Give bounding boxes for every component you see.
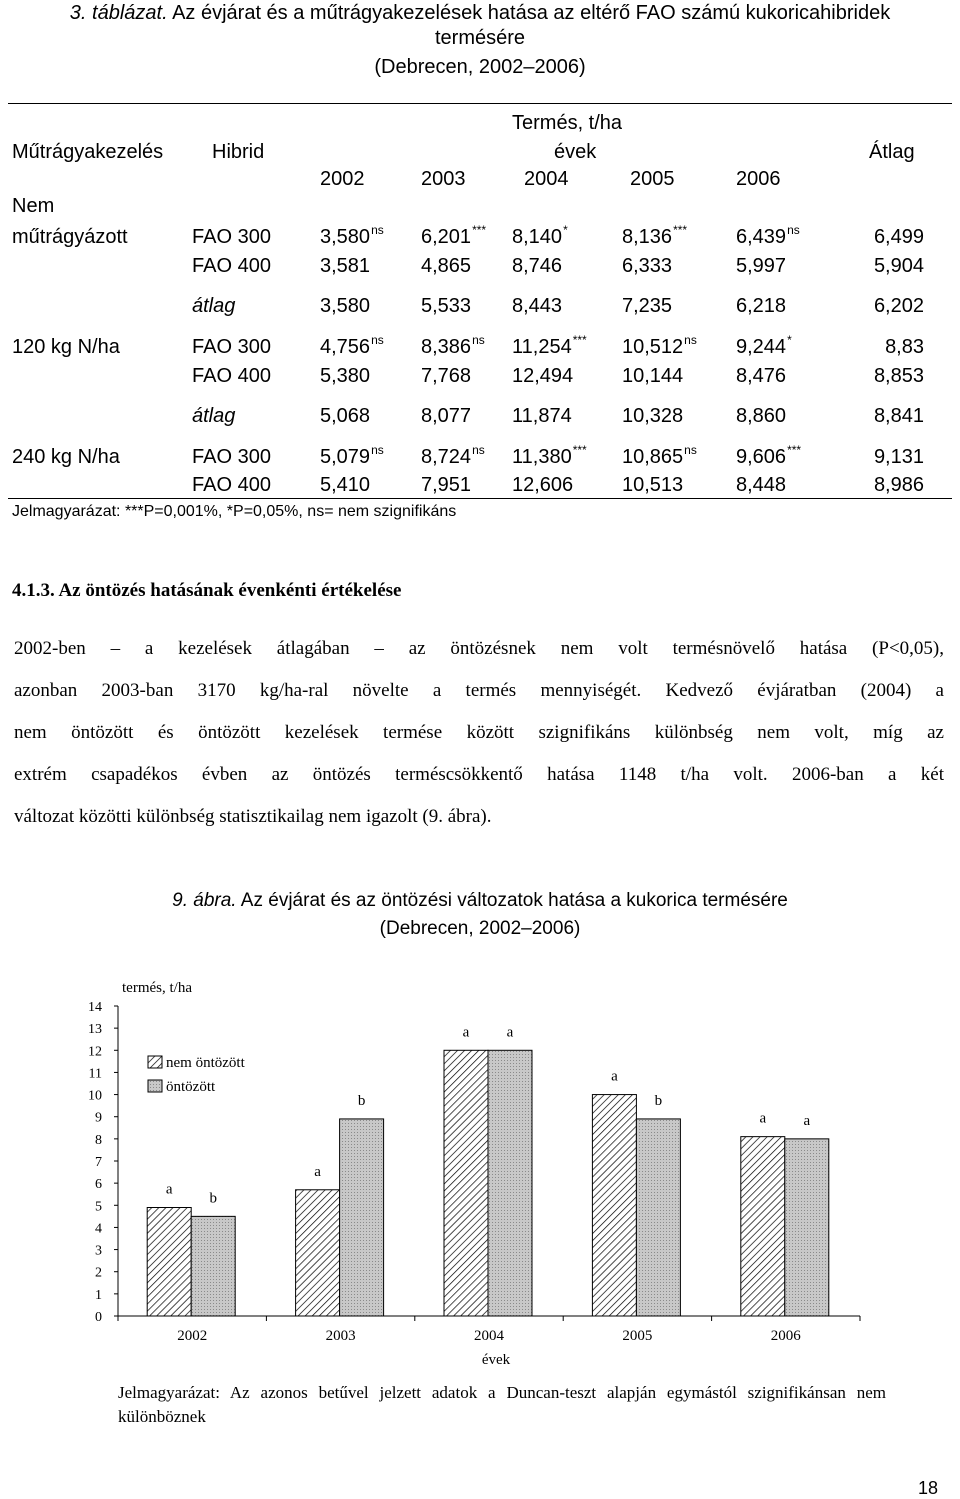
y-tick-label: 0 (95, 1310, 102, 1325)
y-tick-label: 12 (88, 1044, 102, 1060)
table-top-rule (8, 103, 952, 104)
cell-value: 10,144 (622, 365, 684, 387)
table-cell (622, 365, 683, 388)
bar-non-irrigated (296, 1190, 340, 1316)
table-bottom-rule (8, 498, 952, 499)
header-treatment: Műtrágyakezelés (12, 141, 164, 163)
y-tick-label: 3 (95, 1243, 102, 1259)
table-cell (736, 255, 786, 278)
significance-mark: *** (787, 443, 802, 457)
significance-mark: ns (371, 333, 384, 347)
bar-irrigated (785, 1139, 829, 1316)
figure-caption-prefix: 9. ábra. (172, 890, 237, 911)
y-tick-label: 13 (88, 1022, 102, 1038)
figure-note-text: Jelmagyarázat: Az azonos betűvel jelzett adatok a Duncan-teszt alapján egymástól szignifikánsan nem különböznek (118, 1383, 886, 1426)
header-yield-title: Termés, t/ha (512, 112, 623, 134)
table-cell (320, 223, 384, 249)
table-caption-prefix: 3. táblázat. (69, 2, 168, 24)
table-cell (736, 365, 786, 388)
cell-value: 8,448 (736, 474, 787, 496)
bar-significance-letter: b (209, 1190, 217, 1207)
table-cell (512, 474, 573, 497)
cell-value: 4,756 (320, 336, 371, 358)
significance-mark: ns (787, 223, 800, 237)
header-year: 2004 (524, 168, 569, 190)
table-cell (512, 223, 568, 249)
hybrid-label: FAO 300 (192, 226, 271, 248)
table-cell (622, 223, 688, 249)
table-cell (421, 223, 487, 249)
header-year: 2006 (736, 168, 781, 190)
cell-value: 11,254 (512, 336, 572, 358)
table-cell (512, 255, 562, 278)
cell-value: 10,865 (622, 446, 684, 468)
figure-caption-text: Az évjárat és az öntözési változatok hatása a kukorica termésére (236, 890, 788, 911)
table-cell (622, 333, 697, 359)
header-year: 2003 (421, 168, 466, 190)
y-tick-label: 2 (95, 1265, 102, 1281)
significance-mark: * (563, 223, 568, 237)
bar-significance-letter: a (759, 1110, 767, 1127)
y-tick-label: 8 (95, 1132, 102, 1148)
page-number: 18 (918, 1478, 939, 1498)
significance-mark: *** (572, 443, 587, 457)
mean-label: átlag (192, 295, 236, 317)
row-average: 8,986 (873, 474, 924, 496)
bar-significance-letter: a (611, 1068, 618, 1085)
cell-value: 11,380 (512, 446, 572, 468)
cell-value: 5,997 (736, 255, 787, 277)
treatment-label: 240 kg N/ha (12, 446, 120, 468)
cell-value: 12,494 (512, 365, 574, 387)
hybrid-label: FAO 400 (192, 474, 271, 496)
table-cell (736, 333, 792, 359)
significance-mark: ns (472, 443, 485, 457)
paragraph-line: nem öntözött és öntözött kezelések termése között szignifikáns különbség nem volt, míg az (14, 722, 944, 743)
hybrid-label: FAO 300 (192, 446, 271, 468)
mean-value: 3,580 (320, 295, 371, 317)
treatment-label: műtrágyázott (12, 226, 128, 248)
cell-value: 4,865 (421, 255, 472, 277)
treatment-label: 120 kg N/ha (12, 336, 120, 358)
bar-irrigated (636, 1119, 680, 1316)
yield-bar-chart (0, 970, 960, 1390)
table-cell (512, 443, 587, 469)
table-cell (421, 443, 485, 469)
y-tick-label: 1 (95, 1287, 102, 1303)
row-average: 5,904 (873, 255, 924, 277)
paragraph-line: extrém csapadékos évben az öntözés terméscsökkentő hatása 1148 t/ha volt. 2006-ban a két (14, 764, 944, 785)
cell-value: 6,439 (736, 226, 787, 248)
x-tick-label: 2003 (325, 1328, 356, 1344)
table-cell (512, 365, 573, 388)
table-caption-line2: termésére (434, 27, 526, 49)
header-years: évek (554, 141, 597, 163)
table-cell (622, 474, 683, 497)
bar-significance-letter: a (803, 1112, 811, 1129)
table-cell (320, 365, 370, 388)
significance-mark: ns (684, 333, 697, 347)
table-cell (421, 255, 471, 278)
bar-irrigated (488, 1050, 532, 1316)
mean-value: 10,328 (622, 405, 684, 427)
y-tick-label: 4 (95, 1221, 102, 1237)
significance-mark: ns (371, 223, 384, 237)
mean-value: 8,860 (736, 405, 787, 427)
cell-value: 3,581 (320, 255, 371, 277)
legend-swatch-non-irrigated (148, 1056, 162, 1068)
x-tick-label: 2006 (770, 1328, 801, 1344)
cell-value: 8,476 (736, 365, 787, 387)
treatment-label: Nem (12, 195, 55, 217)
mean-average: 6,202 (873, 295, 924, 317)
cell-value: 7,951 (421, 474, 472, 496)
hybrid-label: FAO 400 (192, 365, 271, 387)
mean-value: 5,533 (421, 295, 472, 317)
table-cell (421, 365, 471, 388)
x-tick-label: 2002 (177, 1328, 208, 1344)
table-caption-text: Az évjárat és a műtrágyakezelések hatása az eltérő FAO számú kukoricahibridek (167, 2, 891, 24)
mean-value: 11,874 (512, 405, 572, 427)
cell-value: 3,580 (320, 226, 371, 248)
cell-value: 6,333 (622, 255, 673, 277)
y-tick-label: 11 (88, 1066, 102, 1082)
row-average: 8,83 (885, 336, 924, 358)
bar-non-irrigated (147, 1208, 191, 1317)
table-cell (622, 443, 697, 469)
table-cell (736, 443, 802, 469)
table-caption (0, 2, 960, 24)
y-axis-label: termés, t/ha (122, 980, 192, 996)
paragraph-line: 2002-ben – a kezelések átlagában – az öntözésnek nem volt termésnövelő hatása (P<0,05), (14, 638, 944, 659)
cell-value: 9,244 (736, 336, 787, 358)
bar-significance-letter: a (314, 1163, 321, 1180)
cell-value: 8,140 (512, 226, 563, 248)
mean-value: 8,443 (512, 295, 563, 317)
section-heading (12, 580, 401, 602)
mean-label: átlag (192, 405, 236, 427)
bar-significance-letter: b (654, 1092, 663, 1109)
cell-value: 8,746 (512, 255, 563, 277)
cell-value: 7,768 (421, 365, 472, 387)
figure-caption-line2: (Debrecen, 2002–2006) (379, 918, 581, 939)
x-axis-label: évek (481, 1352, 511, 1368)
figure-note (118, 1381, 886, 1429)
mean-value: 6,218 (736, 295, 787, 317)
mean-value: 5,068 (320, 405, 371, 427)
x-tick-label: 2004 (474, 1328, 504, 1344)
bar-significance-letter: b (357, 1092, 366, 1109)
cell-value: 12,606 (512, 474, 574, 496)
legend-label: öntözött (166, 1079, 216, 1095)
significance-mark: ns (472, 333, 485, 347)
hybrid-label: FAO 400 (192, 255, 271, 277)
table-cell (320, 474, 370, 497)
table-cell (421, 474, 471, 497)
table-cell (512, 333, 587, 359)
row-average: 8,853 (873, 365, 924, 387)
mean-value: 7,235 (622, 295, 673, 317)
section-heading-text: 4.1.3. Az öntözés hatásának évenkénti értékelése (12, 580, 402, 601)
bar-non-irrigated (741, 1137, 785, 1316)
significance-mark: *** (472, 223, 487, 237)
significance-mark: *** (673, 223, 688, 237)
table-legend: Jelmagyarázat: ***P=0,001%, *P=0,05%, ns= nem szignifikáns (12, 503, 457, 520)
table-cell (320, 255, 370, 278)
significance-mark: ns (684, 443, 697, 457)
legend-swatch-irrigated (148, 1080, 162, 1092)
table-cell (736, 223, 800, 249)
cell-value: 5,380 (320, 365, 371, 387)
table-cell (320, 333, 384, 359)
y-tick-label: 14 (88, 1000, 102, 1015)
cell-value: 8,386 (421, 336, 472, 358)
bar-non-irrigated (444, 1050, 488, 1316)
paragraph-line: azonban 2003-ban 3170 kg/ha-ral növelte a termés mennyiségét. Kedvező évjáratban (2004) a (14, 680, 944, 701)
y-tick-label: 6 (95, 1177, 102, 1193)
table-cell (421, 333, 485, 359)
bar-significance-letter: a (506, 1024, 514, 1041)
table-cell (320, 443, 384, 469)
bar-significance-letter: a (165, 1181, 173, 1198)
x-tick-label: 2005 (622, 1328, 653, 1344)
bar-irrigated (340, 1119, 384, 1316)
mean-average: 8,841 (873, 405, 924, 427)
paragraph-line: változat közötti különbség statisztikailag nem igazolt (9. ábra). (14, 806, 492, 827)
cell-value: 5,079 (320, 446, 371, 468)
header-year: 2002 (320, 168, 365, 190)
bar-non-irrigated (592, 1095, 636, 1316)
header-average: Átlag (869, 141, 915, 163)
bar-significance-letter: a (462, 1024, 470, 1041)
y-tick-label: 10 (88, 1088, 102, 1104)
header-hybrid: Hibrid (212, 141, 265, 163)
cell-value: 8,724 (421, 446, 472, 468)
cell-value: 6,201 (421, 226, 472, 248)
row-average: 6,499 (873, 226, 924, 248)
table-caption-line3: (Debrecen, 2002–2006) (374, 56, 586, 78)
significance-mark: * (787, 333, 792, 347)
table-cell (622, 255, 672, 278)
y-tick-label: 5 (95, 1199, 102, 1215)
row-average: 9,131 (873, 446, 924, 468)
cell-value: 8,136 (622, 226, 673, 248)
header-year: 2005 (630, 168, 675, 190)
hybrid-label: FAO 300 (192, 336, 271, 358)
mean-value: 8,077 (421, 405, 472, 427)
cell-value: 10,513 (622, 474, 684, 496)
table-cell (736, 474, 786, 497)
legend-label: nem öntözött (166, 1055, 245, 1071)
cell-value: 10,512 (622, 336, 684, 358)
bar-irrigated (191, 1216, 235, 1316)
y-tick-label: 7 (95, 1155, 102, 1170)
significance-mark: *** (572, 333, 587, 347)
significance-mark: ns (371, 443, 384, 457)
figure-caption (0, 890, 960, 912)
cell-value: 9,606 (736, 446, 787, 468)
cell-value: 5,410 (320, 474, 371, 496)
y-tick-label: 9 (95, 1110, 102, 1126)
